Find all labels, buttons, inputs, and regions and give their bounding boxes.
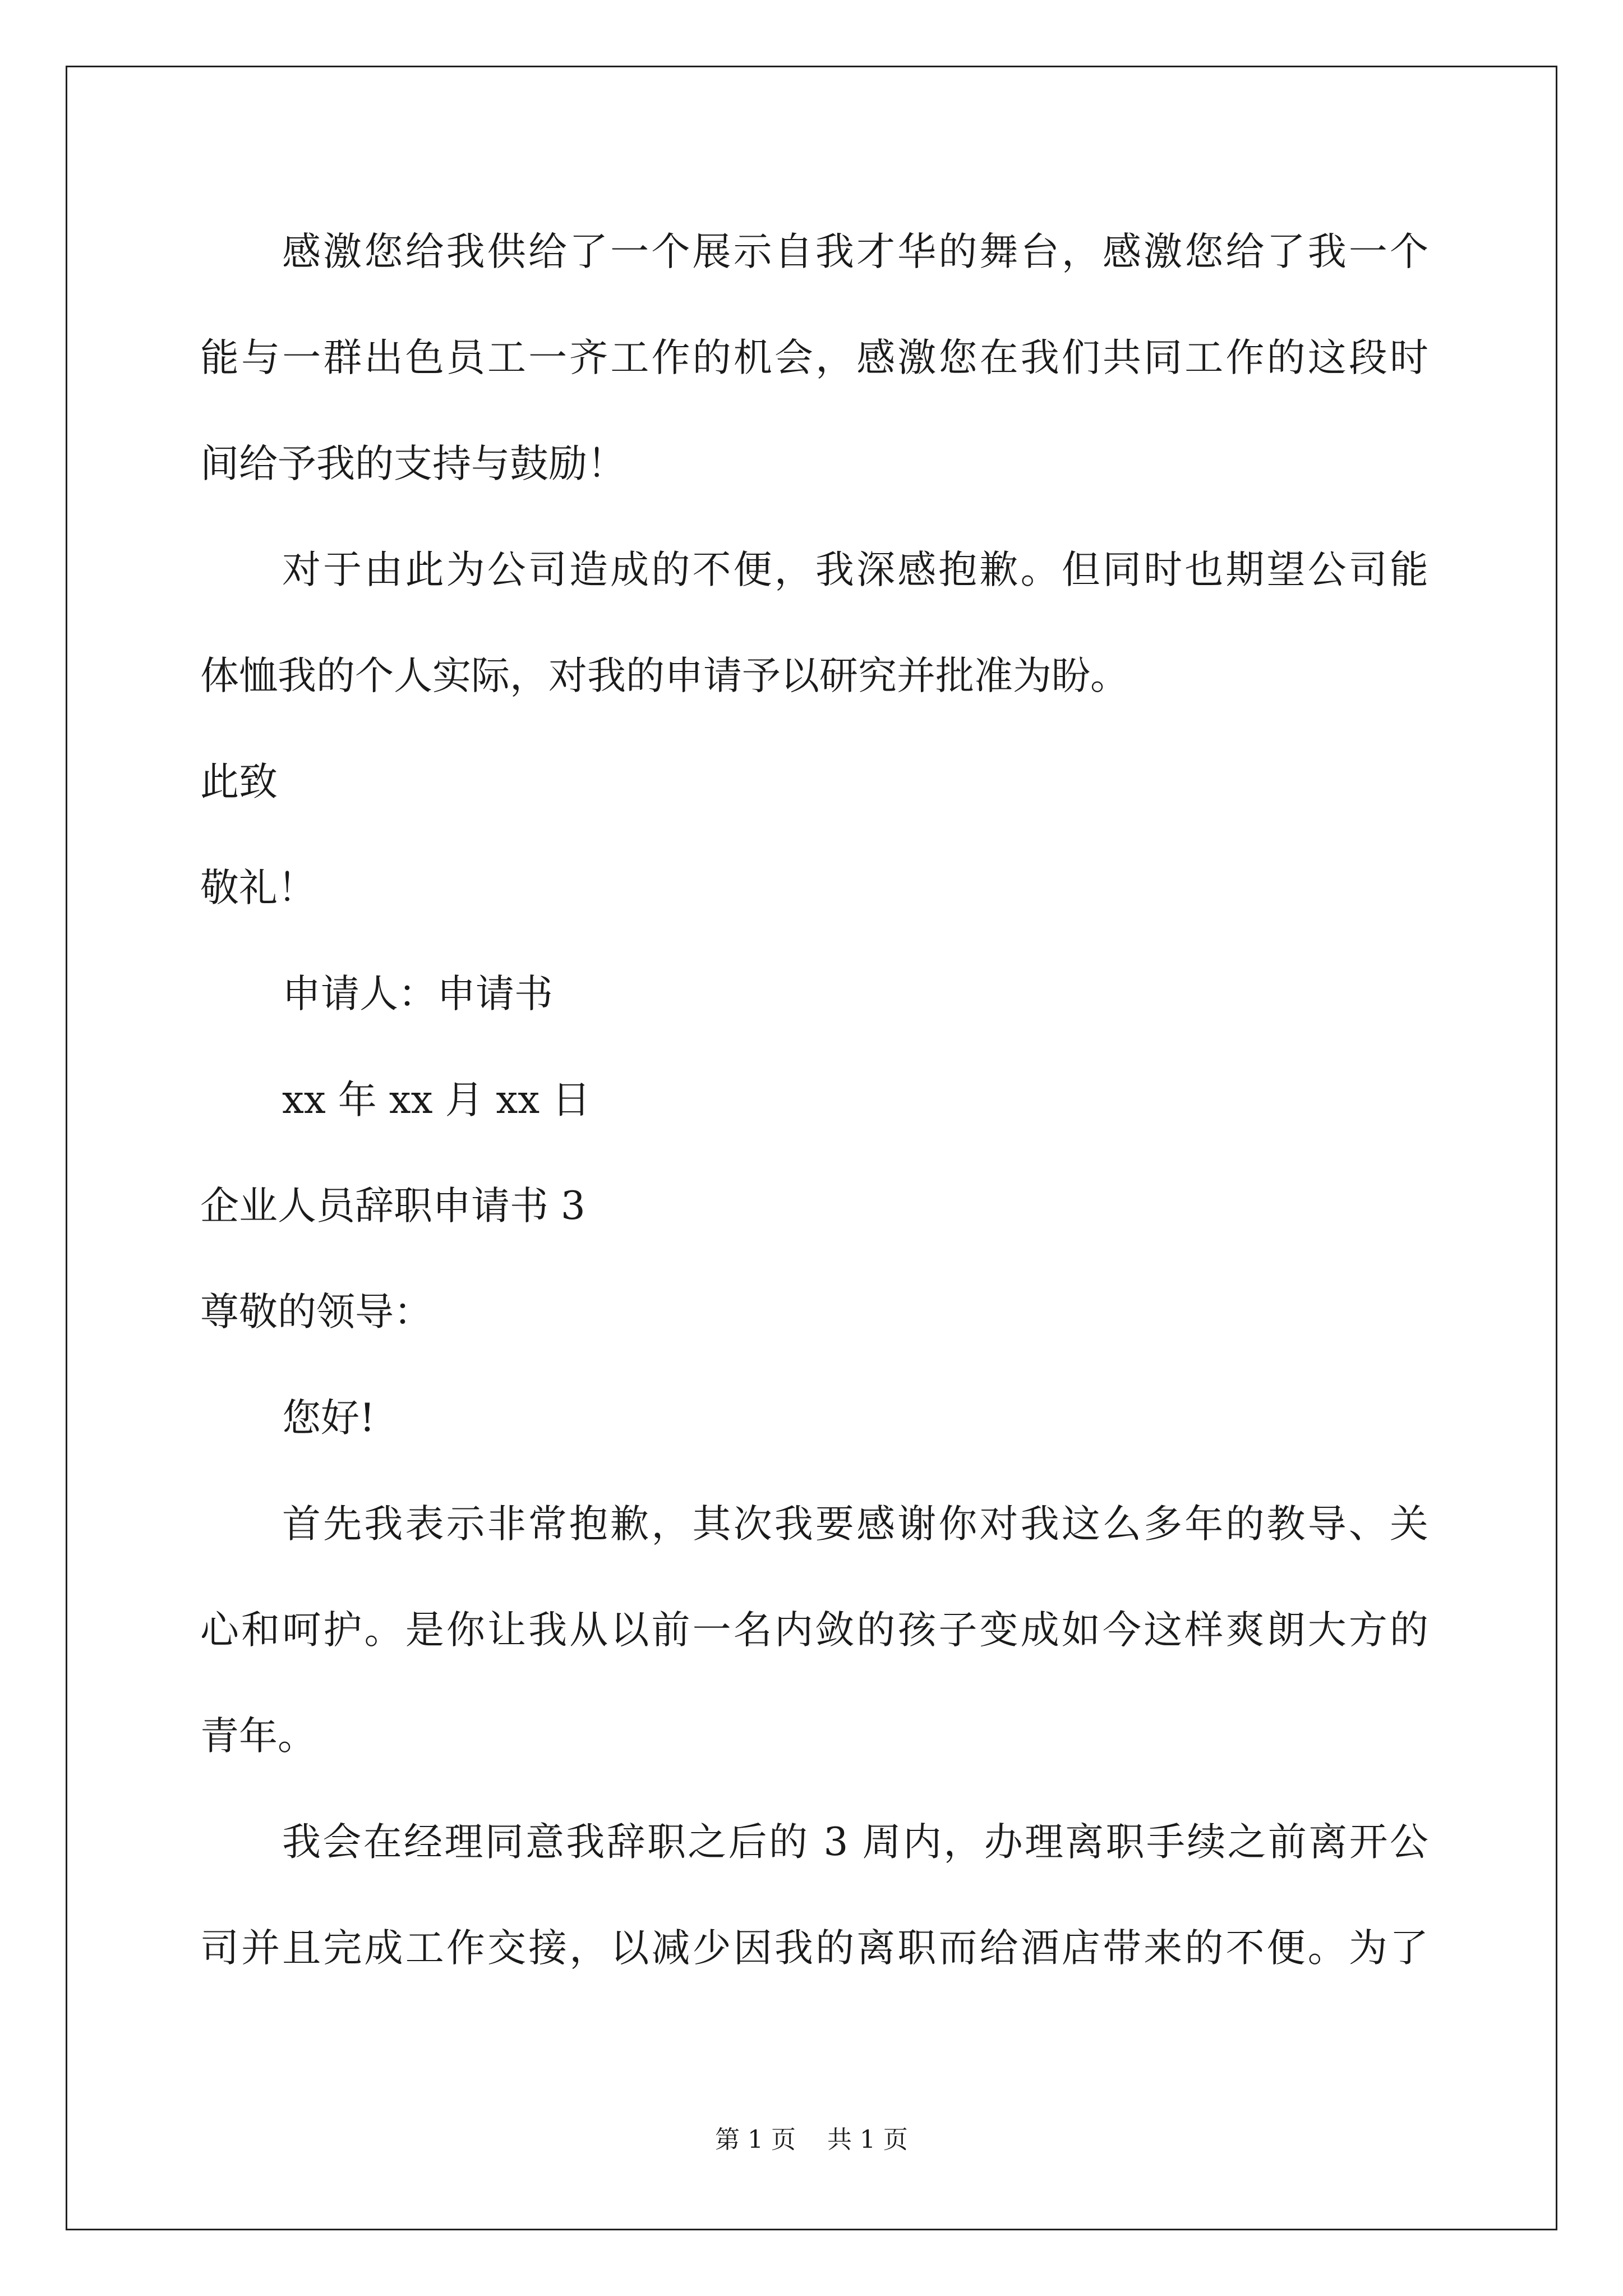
paragraph-line: 对于由此为公司造成的不便，我深感抱歉。但同时也期望公司能 <box>282 547 1428 592</box>
closing-line: 此致 <box>200 760 278 804</box>
paragraph-line: 青年。 <box>200 1714 316 1759</box>
paragraph-line: 能与一群出色员工一齐工作的机会，感激您在我们共同工作的这段时 <box>200 335 1428 380</box>
hello-line: 您好! <box>282 1396 375 1441</box>
paragraph-line: 司并且完成工作交接，以减少因我的离职而给酒店带来的不便。为了 <box>200 1926 1428 1971</box>
date-line: xx 年 xx 月 xx 日 <box>282 1078 591 1122</box>
closing-salutation: 敬礼！ <box>200 866 316 910</box>
section-title: 企业人员辞职申请书 3 <box>200 1184 585 1228</box>
greeting-line: 尊敬的领导： <box>200 1290 432 1335</box>
applicant-line: 申请人：申请书 <box>282 972 553 1016</box>
paragraph-line: 首先我表示非常抱歉，其次我要感谢你对我这么多年的教导、关 <box>282 1502 1428 1547</box>
page-number-footer: 第 1 页 共 1 页 <box>715 2125 908 2154</box>
paragraph-line: 感激您给我供给了一个展示自我才华的舞台，感激您给了我一个 <box>282 229 1428 274</box>
paragraph-line: 心和呵护。是你让我从以前一名内敛的孩子变成如今这样爽朗大方的 <box>200 1608 1428 1653</box>
paragraph-line: 间给予我的支持与鼓励！ <box>200 441 626 486</box>
paragraph-line: 体恤我的个人实际，对我的申请予以研究并批准为盼。 <box>200 654 1129 698</box>
paragraph-line: 我会在经理同意我辞职之后的 3 周内，办理离职手续之前离开公 <box>282 1820 1428 1865</box>
